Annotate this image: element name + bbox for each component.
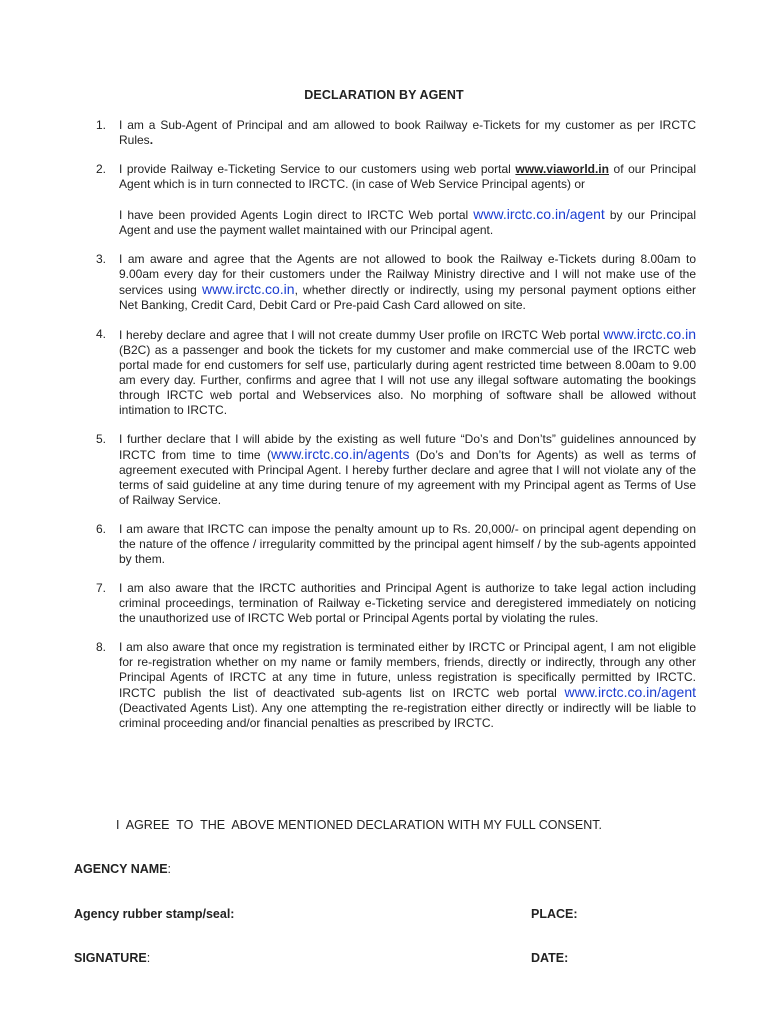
document-title: DECLARATION BY AGENT: [304, 88, 464, 102]
stamp-label: Agency rubber stamp/seal:: [74, 907, 235, 921]
item-number: 2.: [96, 162, 107, 176]
item-number: 3.: [96, 252, 107, 266]
stamp-field: [74, 907, 234, 921]
item-text-part: I am a Sub-Agent of Principal and am allowed to book Railway e-Tickets for my customer as per IRCTC Rules: [119, 118, 696, 147]
viaworld-link[interactable]: www.viaworld.in: [515, 162, 609, 176]
item-number: 7.: [96, 581, 107, 595]
item-number: 1.: [96, 118, 107, 132]
list-item-6: [96, 522, 696, 567]
irctc-agent-link[interactable]: www.irctc.co.in/agent: [564, 684, 696, 700]
item-text-part: of our Principal Agent which is in turn connected to IRCTC. (in case of Web Service Principal agents) or: [119, 162, 696, 191]
item-number: 8.: [96, 640, 107, 654]
item-text-part: I provide Railway e-Ticketing Service to our customers using web portal: [119, 162, 516, 176]
item-number: 6.: [96, 522, 107, 536]
item-text-part: I am aware and agree that the Agents are not allowed to book the Railway e-Tickets during 8.00am to 9.00am every day for their customers under the Railway Ministry directive and I will not make use of the services using: [119, 252, 696, 297]
item-text-part: I am also aware that once my registration is terminated either by IRCTC or Principal agent, I am not eligible for re-registration whether on my name or family members, friends, directly or indirectly, through any other Principal Agents of IRCTC at any time in future, unless registration is specifically permitted by IRCTC. IRCTC publish the list of deactivated sub-agents list on IRCTC web portal: [119, 640, 696, 700]
item-text-part: , whether directly or indirectly, using my personal payment options either Net Banking, Credit Card, Debit Card or Pre-paid Cash Card allowed on site.: [119, 283, 696, 312]
item-text: [119, 432, 696, 508]
date-label: DATE:: [531, 951, 569, 965]
list-item-1: [96, 118, 696, 148]
list-item-8: [96, 640, 696, 731]
irctc-agents-link[interactable]: www.irctc.co.in/agents: [270, 446, 410, 462]
irctc-link[interactable]: www.irctc.co.in: [202, 281, 295, 297]
agency-name-label: AGENCY NAME: [74, 862, 168, 876]
item-text: [119, 327, 696, 418]
item-text-part: (Deactivated Agents List). Any one attempting the re-registration either directly or indirectly will be liable to criminal proceeding and/or financial penalties as prescribed by IRCTC.: [119, 701, 696, 730]
item-text: [119, 640, 696, 731]
list-item-3: [96, 252, 696, 313]
item-text: [119, 162, 696, 192]
declaration-list: [96, 118, 696, 745]
signature-label: SIGNATURE: [74, 951, 147, 965]
date-field: [531, 951, 568, 965]
item-text-part: .: [149, 133, 154, 147]
agency-name-field: [74, 862, 171, 876]
item-number: 4.: [96, 327, 107, 341]
item-text-part: I have been provided Agents Login direct to IRCTC Web portal: [119, 208, 474, 222]
irctc-agent-link[interactable]: www.irctc.co.in/agent: [473, 206, 605, 222]
list-item-2: [96, 162, 696, 238]
item-text-part: I further declare that I will abide by the existing as well future “Do’s and Don’ts” guidelines announced by IRCTC from time to time (: [119, 432, 696, 462]
item-text-part: (Do’s and Don’ts for Agents) as well as terms of agreement executed with Principal Agent. I hereby further declare and agree that I will not violate any of the terms of said guideline at any time during tenure of my agreement with my Principal agent as Terms of Use of Railway Service.: [119, 448, 696, 507]
list-item-5: [96, 432, 696, 508]
item-text: I am aware that IRCTC can impose the penalty amount up to Rs. 20,000/- on principal agent depending on the nature of the offence / irregularity committed by the principal agent himself / by the sub-agents appointed by them.: [119, 522, 696, 566]
signature-colon: :: [146, 951, 151, 965]
item-text-part: I hereby declare and agree that I will not create dummy User profile on IRCTC Web portal: [119, 328, 604, 342]
agency-name-colon: :: [167, 862, 172, 876]
irctc-link[interactable]: www.irctc.co.in: [603, 326, 696, 342]
list-item-7: [96, 581, 696, 626]
item-number: 5.: [96, 432, 107, 446]
item-text: [119, 252, 696, 313]
item-text: [119, 118, 696, 148]
signature-field: [74, 951, 150, 965]
item-text: I am also aware that the IRCTC authorities and Principal Agent is authorize to take legal action including criminal proceedings, termination of Railway e-Ticketing service and deregistered immediately on noticing the unauthorized use of IRCTC Web portal or Principal Agents portal by violating the rules.: [119, 581, 696, 625]
item-text: [119, 207, 696, 238]
agreement-statement: I AGREE TO THE ABOVE MENTIONED DECLARATION WITH MY FULL CONSENT.: [116, 818, 602, 832]
place-field: [531, 907, 578, 921]
place-label: PLACE:: [531, 907, 578, 921]
item-text-part: by our Principal Agent and use the payment wallet maintained with our Principal agent.: [119, 208, 696, 237]
list-item-4: [96, 327, 696, 418]
item-text-part: (B2C) as a passenger and book the tickets for my customer and make commercial use of the IRCTC web portal made for end customers for self use, particularly during agent restricted time between 8.00am to 9.00 am every day. Further, confirms and agree that I will not use any illegal software automating the bookings through IRCTC web portal and Webservices also. No morphing of software shall be allowed without intimation to IRCTC.: [119, 343, 696, 417]
